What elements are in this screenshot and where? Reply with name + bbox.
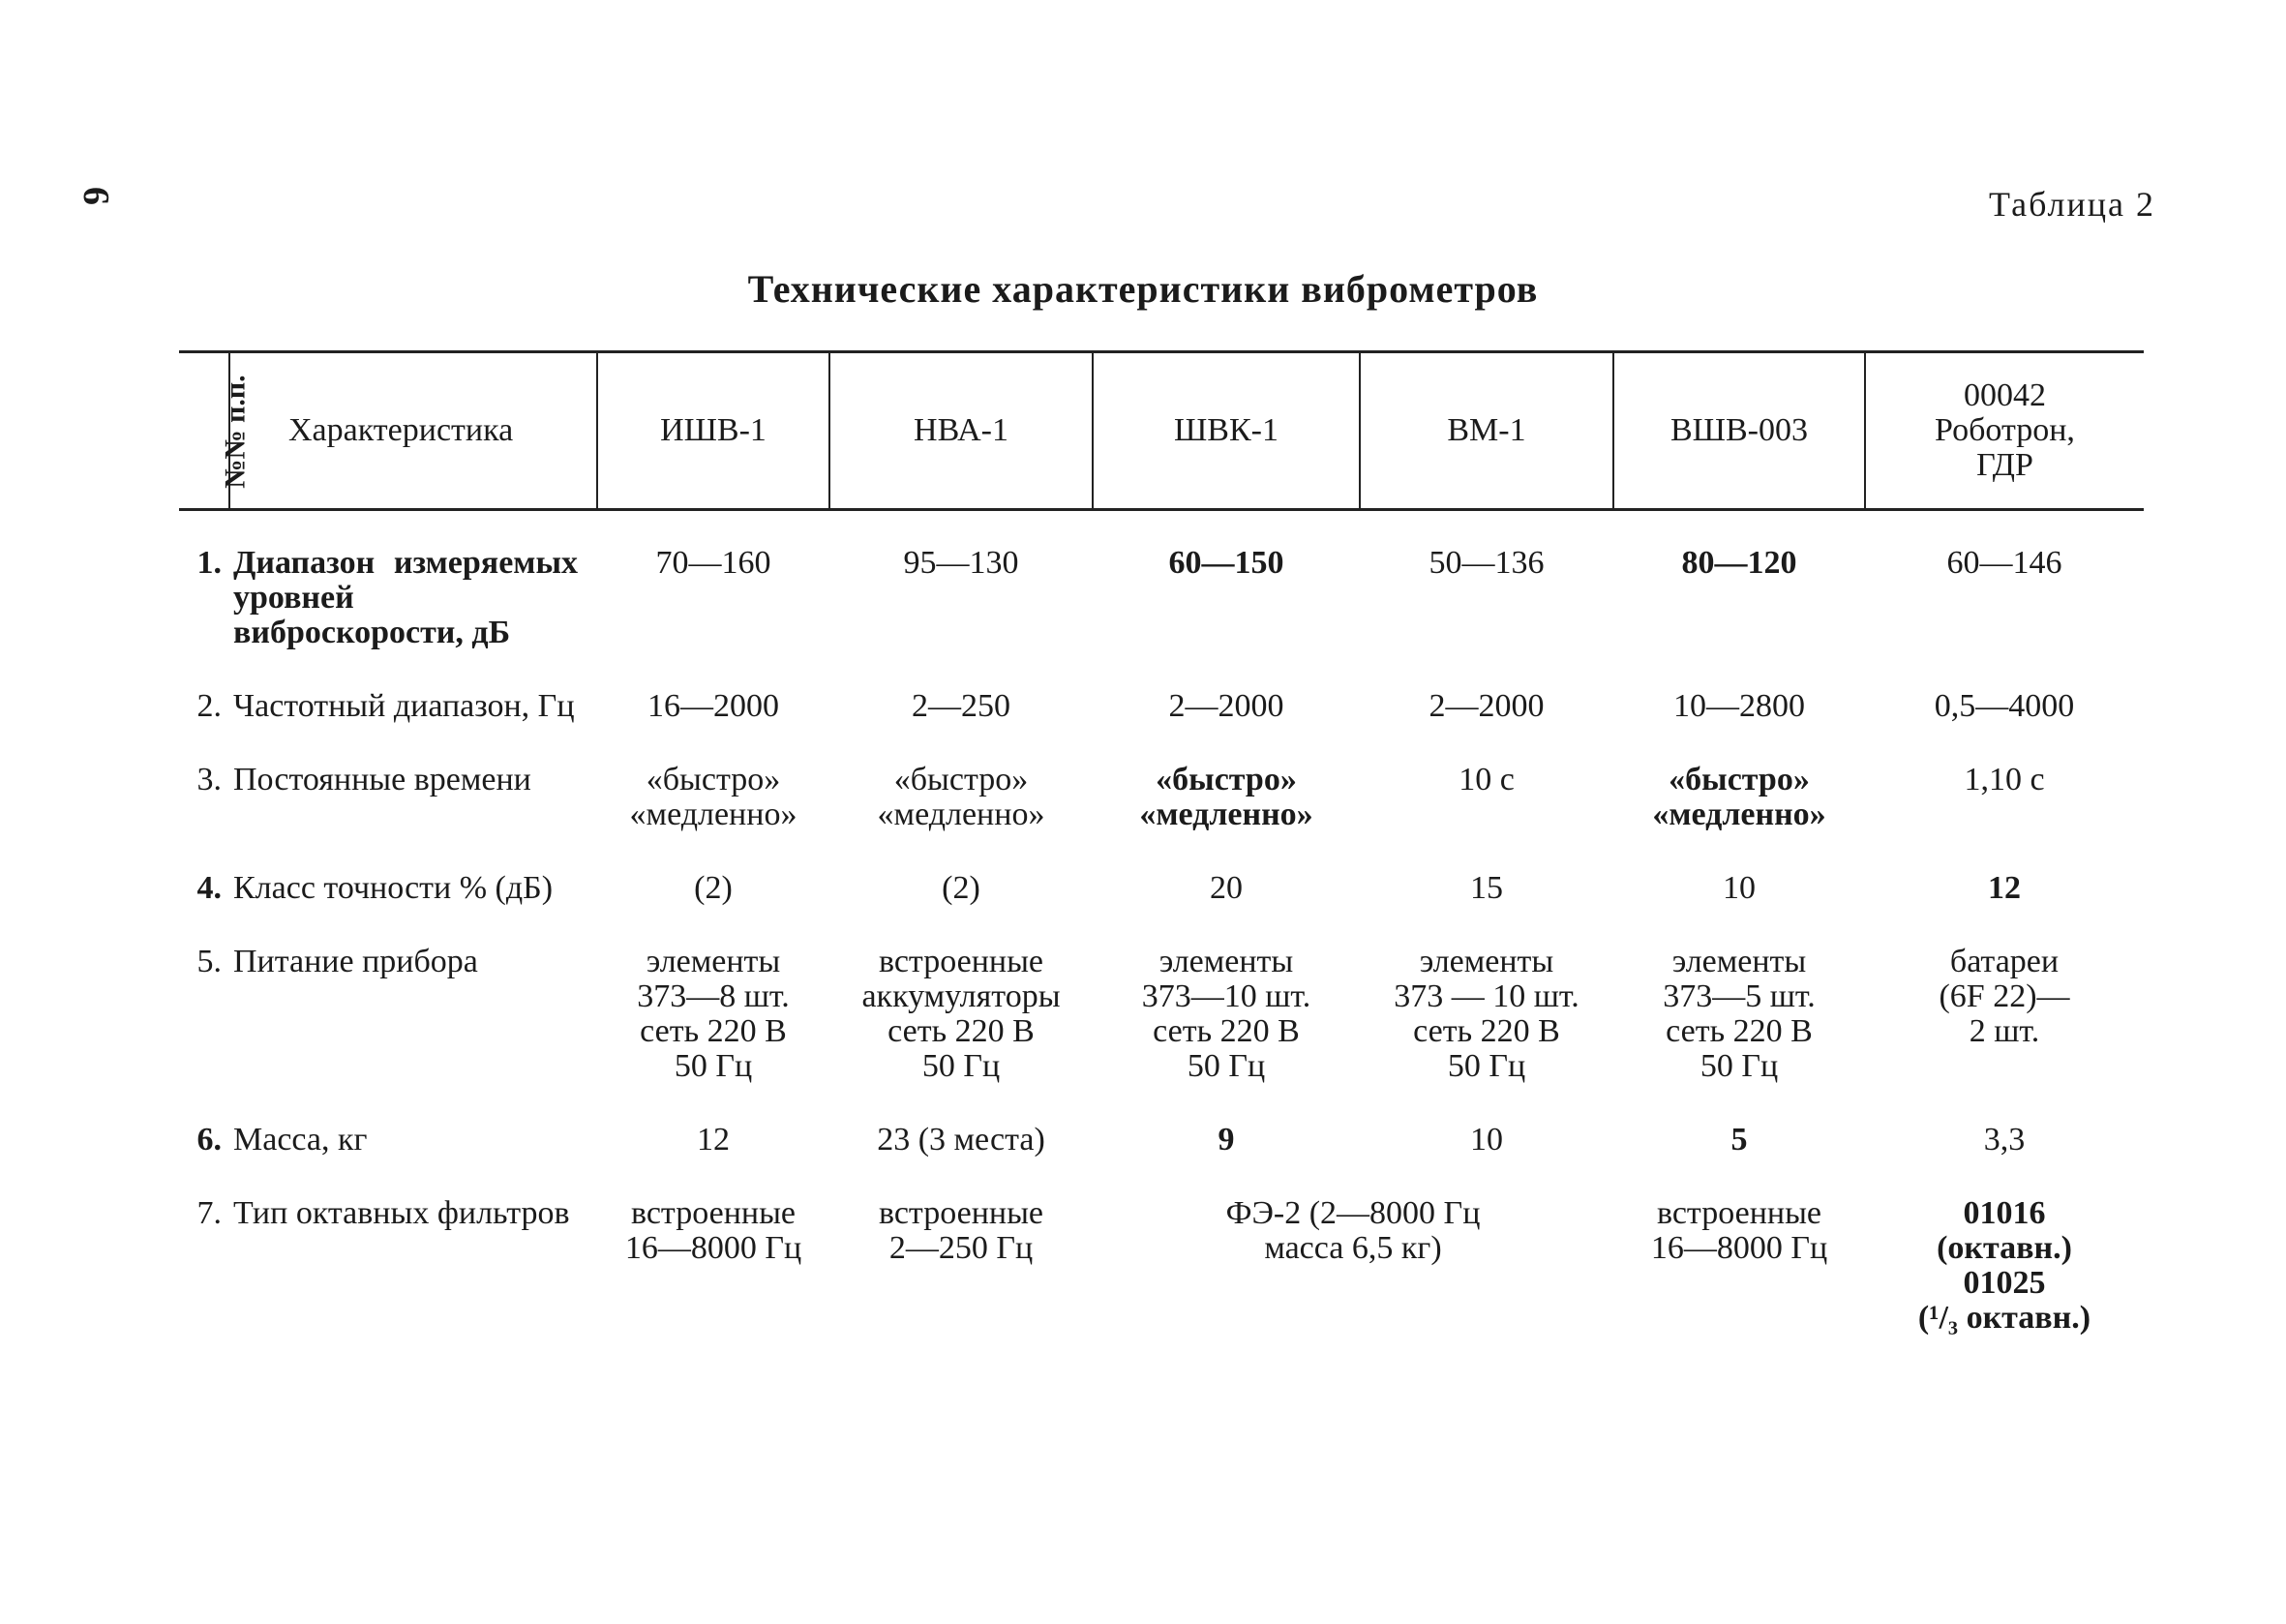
table-cell: 16—2000 bbox=[647, 688, 779, 724]
specs-table bbox=[179, 350, 2144, 1336]
table-cell: 23 (3 места) bbox=[877, 1122, 1045, 1158]
table-cell: 70—160 bbox=[655, 545, 771, 581]
header-vshv-003: ВШВ-003 bbox=[1613, 352, 1865, 510]
table-cell: «быстро» «медленно» bbox=[877, 762, 1045, 832]
table-cell: 10 bbox=[1470, 1122, 1503, 1158]
row-number: 6. bbox=[196, 1122, 222, 1158]
row-number: 7. bbox=[196, 1195, 222, 1231]
table-cell: элементы 373—8 шт. сеть 220 В 50 Гц bbox=[637, 944, 790, 1084]
table-row bbox=[179, 832, 2144, 906]
header-vm-1: ВМ-1 bbox=[1360, 352, 1613, 510]
table-cell: 10 bbox=[1723, 870, 1756, 906]
table-cell: «быстро» «медленно» bbox=[629, 762, 797, 832]
header-row bbox=[179, 352, 2144, 510]
table-cell: 60—150 bbox=[1168, 545, 1284, 581]
table-cell: встроенные аккумуляторы сеть 220 В 50 Гц bbox=[861, 944, 1061, 1084]
page-number: 6 bbox=[75, 187, 116, 205]
table-cell: (2) bbox=[942, 870, 980, 906]
table-cell: батареи (6F 22)— 2 шт. bbox=[1939, 944, 2070, 1049]
row-number: 4. bbox=[196, 870, 222, 906]
table-cell: элементы 373 — 10 шт. сеть 220 В 50 Гц bbox=[1394, 944, 1579, 1084]
table-cell: 5 bbox=[1730, 1122, 1748, 1158]
table-cell: 3,3 bbox=[1983, 1122, 2026, 1158]
table-cell: встроенные 16—8000 Гц bbox=[624, 1195, 802, 1266]
header-shvk-1: ШВК-1 bbox=[1093, 352, 1360, 510]
table-cell: 80—120 bbox=[1681, 545, 1797, 581]
table-cell: «быстро» «медленно» bbox=[1139, 762, 1313, 832]
table-row bbox=[179, 510, 2144, 651]
table-cell: 10—2800 bbox=[1673, 688, 1805, 724]
table-title: Технические характеристики виброметров bbox=[747, 267, 1539, 311]
row-label: Питание прибора bbox=[233, 944, 478, 979]
table-row bbox=[179, 650, 2144, 724]
row-number: 5. bbox=[196, 944, 222, 979]
row-number: 1. bbox=[196, 545, 222, 581]
row-number: 3. bbox=[196, 762, 222, 797]
table-cell: 0,5—4000 bbox=[1934, 688, 2075, 724]
header-number: №№ п.п. bbox=[179, 352, 229, 510]
table-row bbox=[179, 906, 2144, 1084]
table-row bbox=[179, 724, 2144, 832]
table-cell: 2—2000 bbox=[1168, 688, 1284, 724]
table-cell: элементы 373—10 шт. сеть 220 В 50 Гц bbox=[1141, 944, 1311, 1084]
row-label: Класс точности % (дБ) bbox=[233, 870, 554, 906]
header-nva-1: НВА-1 bbox=[829, 352, 1093, 510]
table-cell: 60—146 bbox=[1946, 545, 2062, 581]
table-cell: элементы 373—5 шт. сеть 220 В 50 Гц bbox=[1663, 944, 1816, 1084]
table-cell: 95—130 bbox=[903, 545, 1019, 581]
table-cell: 01016 (октавн.) 01025 (¹/₃ октавн.) bbox=[1917, 1195, 2091, 1336]
table-cell: 9 bbox=[1218, 1122, 1235, 1158]
table-cell: 1,10 с bbox=[1964, 762, 2045, 797]
table-cell: 15 bbox=[1470, 870, 1503, 906]
row-number: 2. bbox=[196, 688, 222, 724]
table-cell: ФЭ-2 (2—8000 Гц масса 6,5 кг) bbox=[1225, 1195, 1481, 1266]
table-cell: (2) bbox=[694, 870, 733, 906]
table-cell: встроенные 16—8000 Гц bbox=[1650, 1195, 1828, 1266]
table-cell: встроенные 2—250 Гц bbox=[878, 1195, 1044, 1266]
table-cell: «быстро» «медленно» bbox=[1652, 762, 1826, 832]
table-cell: 12 bbox=[1988, 870, 2021, 906]
table-cell: 2—2000 bbox=[1429, 688, 1545, 724]
table-row bbox=[179, 1084, 2144, 1158]
row-label: Частотный диапазон, Гц bbox=[233, 688, 575, 724]
table-label: Таблица 2 bbox=[1989, 185, 2155, 224]
row-label: Постоянные времени bbox=[233, 762, 531, 797]
header-characteristic: Характеристика bbox=[229, 352, 597, 510]
table-cell: 20 bbox=[1210, 870, 1243, 906]
header-robotron: 00042 Роботрон, ГДР bbox=[1865, 352, 2144, 510]
table-cell: 12 bbox=[697, 1122, 730, 1158]
row-label: Тип октавных фильтров bbox=[233, 1195, 570, 1231]
table-cell: 50—136 bbox=[1429, 545, 1545, 581]
row-label: Диапазон измеряемых уровней виброскорости, дБ bbox=[233, 545, 578, 650]
table-cell: 10 с bbox=[1459, 762, 1515, 797]
row-label: Масса, кг bbox=[233, 1122, 368, 1158]
table-cell: 2—250 bbox=[912, 688, 1010, 724]
table-row bbox=[179, 1158, 2144, 1336]
header-ishv-1: ИШВ-1 bbox=[597, 352, 829, 510]
